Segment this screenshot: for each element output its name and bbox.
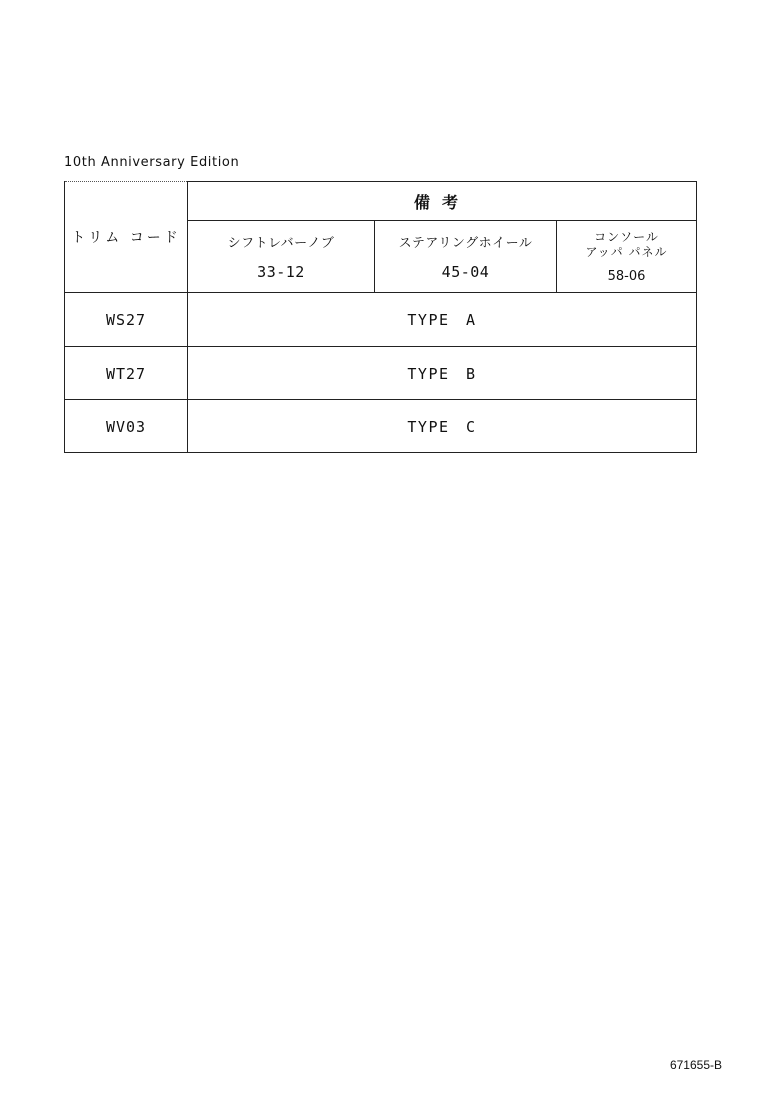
type-cell — [188, 400, 697, 453]
trim-spec-table — [64, 181, 697, 453]
steering-wheel-name: ステアリングホイール — [398, 236, 533, 251]
type-value: TYPE A — [407, 311, 477, 329]
document-id: 671655-B — [669, 1058, 722, 1072]
table-row — [65, 400, 697, 453]
table-row — [65, 347, 697, 400]
table-row — [65, 293, 697, 347]
trim-code-value: WS27 — [105, 311, 147, 329]
type-value: TYPE B — [407, 364, 477, 383]
console-panel-name-line2: アッパ パネル — [585, 244, 668, 259]
trim-code-value: WV03 — [105, 417, 147, 436]
trim-code-header — [65, 182, 188, 293]
trim-code-cell — [65, 293, 188, 347]
shift-knob-header — [188, 221, 375, 293]
trim-code-cell — [65, 347, 188, 400]
document-title: 10th Anniversary Edition — [64, 155, 240, 170]
trim-code-header-label: トリム コード — [71, 230, 181, 246]
steering-wheel-header — [375, 221, 557, 293]
console-panel-header — [557, 221, 697, 293]
remarks-header — [188, 182, 697, 221]
type-cell — [188, 347, 697, 400]
shift-knob-name: シフトレバーノブ — [227, 236, 335, 251]
console-panel-name-line1: コンソール — [594, 229, 659, 244]
trim-code-cell — [65, 400, 188, 453]
type-cell — [188, 293, 697, 347]
type-value: TYPE C — [407, 417, 477, 436]
console-panel-part-no: 58-06 — [607, 268, 646, 284]
shift-knob-part-no: 33-12 — [257, 263, 305, 281]
trim-code-value: WT27 — [105, 364, 147, 383]
remarks-header-label: 備考 — [414, 192, 471, 212]
steering-wheel-part-no: 45-04 — [441, 263, 490, 281]
